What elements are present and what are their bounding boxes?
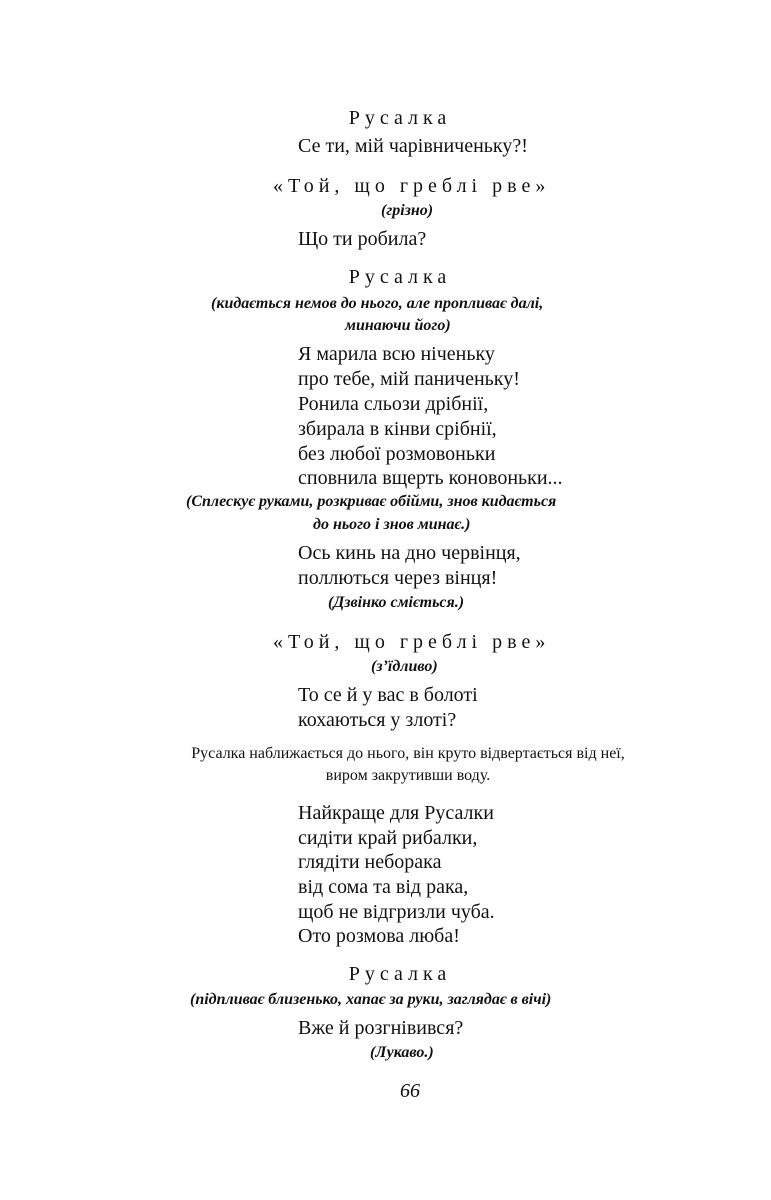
verse-line-10: поллються через вінця! (298, 567, 498, 589)
verse-line-19: Вже й розгнівився? (298, 1017, 464, 1039)
verse-line-18: Ото розмова люба! (298, 925, 460, 947)
speaker-toi-1: «Той, що греблі рве» (273, 175, 551, 197)
verse-line-7: без любої розмовоньки (298, 443, 496, 465)
stage-direction-3c: (Сплескує руками, розкриває обійми, знов кидається (186, 493, 557, 510)
narration-line-2: виром закрутивши воду. (325, 767, 491, 784)
verse-line-13: Найкраще для Русалки (298, 802, 494, 824)
verse-line-14: сидіти край рибалки, (298, 827, 478, 849)
verse-line-1: Се ти, мій чарівниченьку?! (298, 135, 528, 157)
stage-direction-lukavo: (Лукаво.) (370, 1044, 434, 1061)
speaker-rusalka-3: Русалка (348, 963, 452, 985)
narration-line-1: Русалка наближається до нього, він круто відвертається від неї, (191, 745, 625, 762)
speaker-rusalka-1: Русалка (348, 107, 452, 129)
speaker-toi-2: «Той, що греблі рве» (273, 631, 551, 653)
verse-line-9: Ось кинь на дно червінця, (298, 542, 521, 564)
verse-line-2: Що ти робила? (298, 228, 427, 250)
verse-line-3: Я марила всю ніченьку (298, 343, 495, 365)
verse-line-4: про тебе, мій паниченьку! (298, 368, 520, 390)
stage-direction-3a: (кидається немов до нього, але пропливає далі, (211, 295, 544, 312)
stage-direction-3b: минаючи його) (345, 317, 451, 334)
verse-line-6: збирала в кінви срібнії, (298, 418, 497, 440)
stage-direction-grizno: (грізно) (381, 202, 434, 219)
verse-line-8: сповнила вщерть коновоньки... (298, 467, 563, 489)
verse-line-17: щоб не відгризли чуба. (298, 901, 495, 923)
stage-direction-6a: (підпливає близенько, хапає за руки, заглядає в вічі) (190, 991, 552, 1008)
page-number: 66 (400, 1080, 420, 1102)
verse-line-5: Ронила сльози дрібнії, (298, 393, 489, 415)
verse-line-15: глядіти небоpака (298, 851, 442, 873)
stage-direction-laugh: (Дзвінко сміється.) (328, 594, 465, 611)
verse-line-12: кохаються у злоті? (298, 709, 457, 731)
speaker-rusalka-2: Русалка (348, 266, 452, 288)
stage-direction-3d: до нього і знов минає.) (313, 516, 471, 533)
verse-line-16: від сома та від рака, (298, 876, 469, 898)
stage-direction-zidlyvo: (з’їдливо) (371, 658, 438, 675)
verse-line-11: То се й у вас в болоті (298, 684, 478, 706)
